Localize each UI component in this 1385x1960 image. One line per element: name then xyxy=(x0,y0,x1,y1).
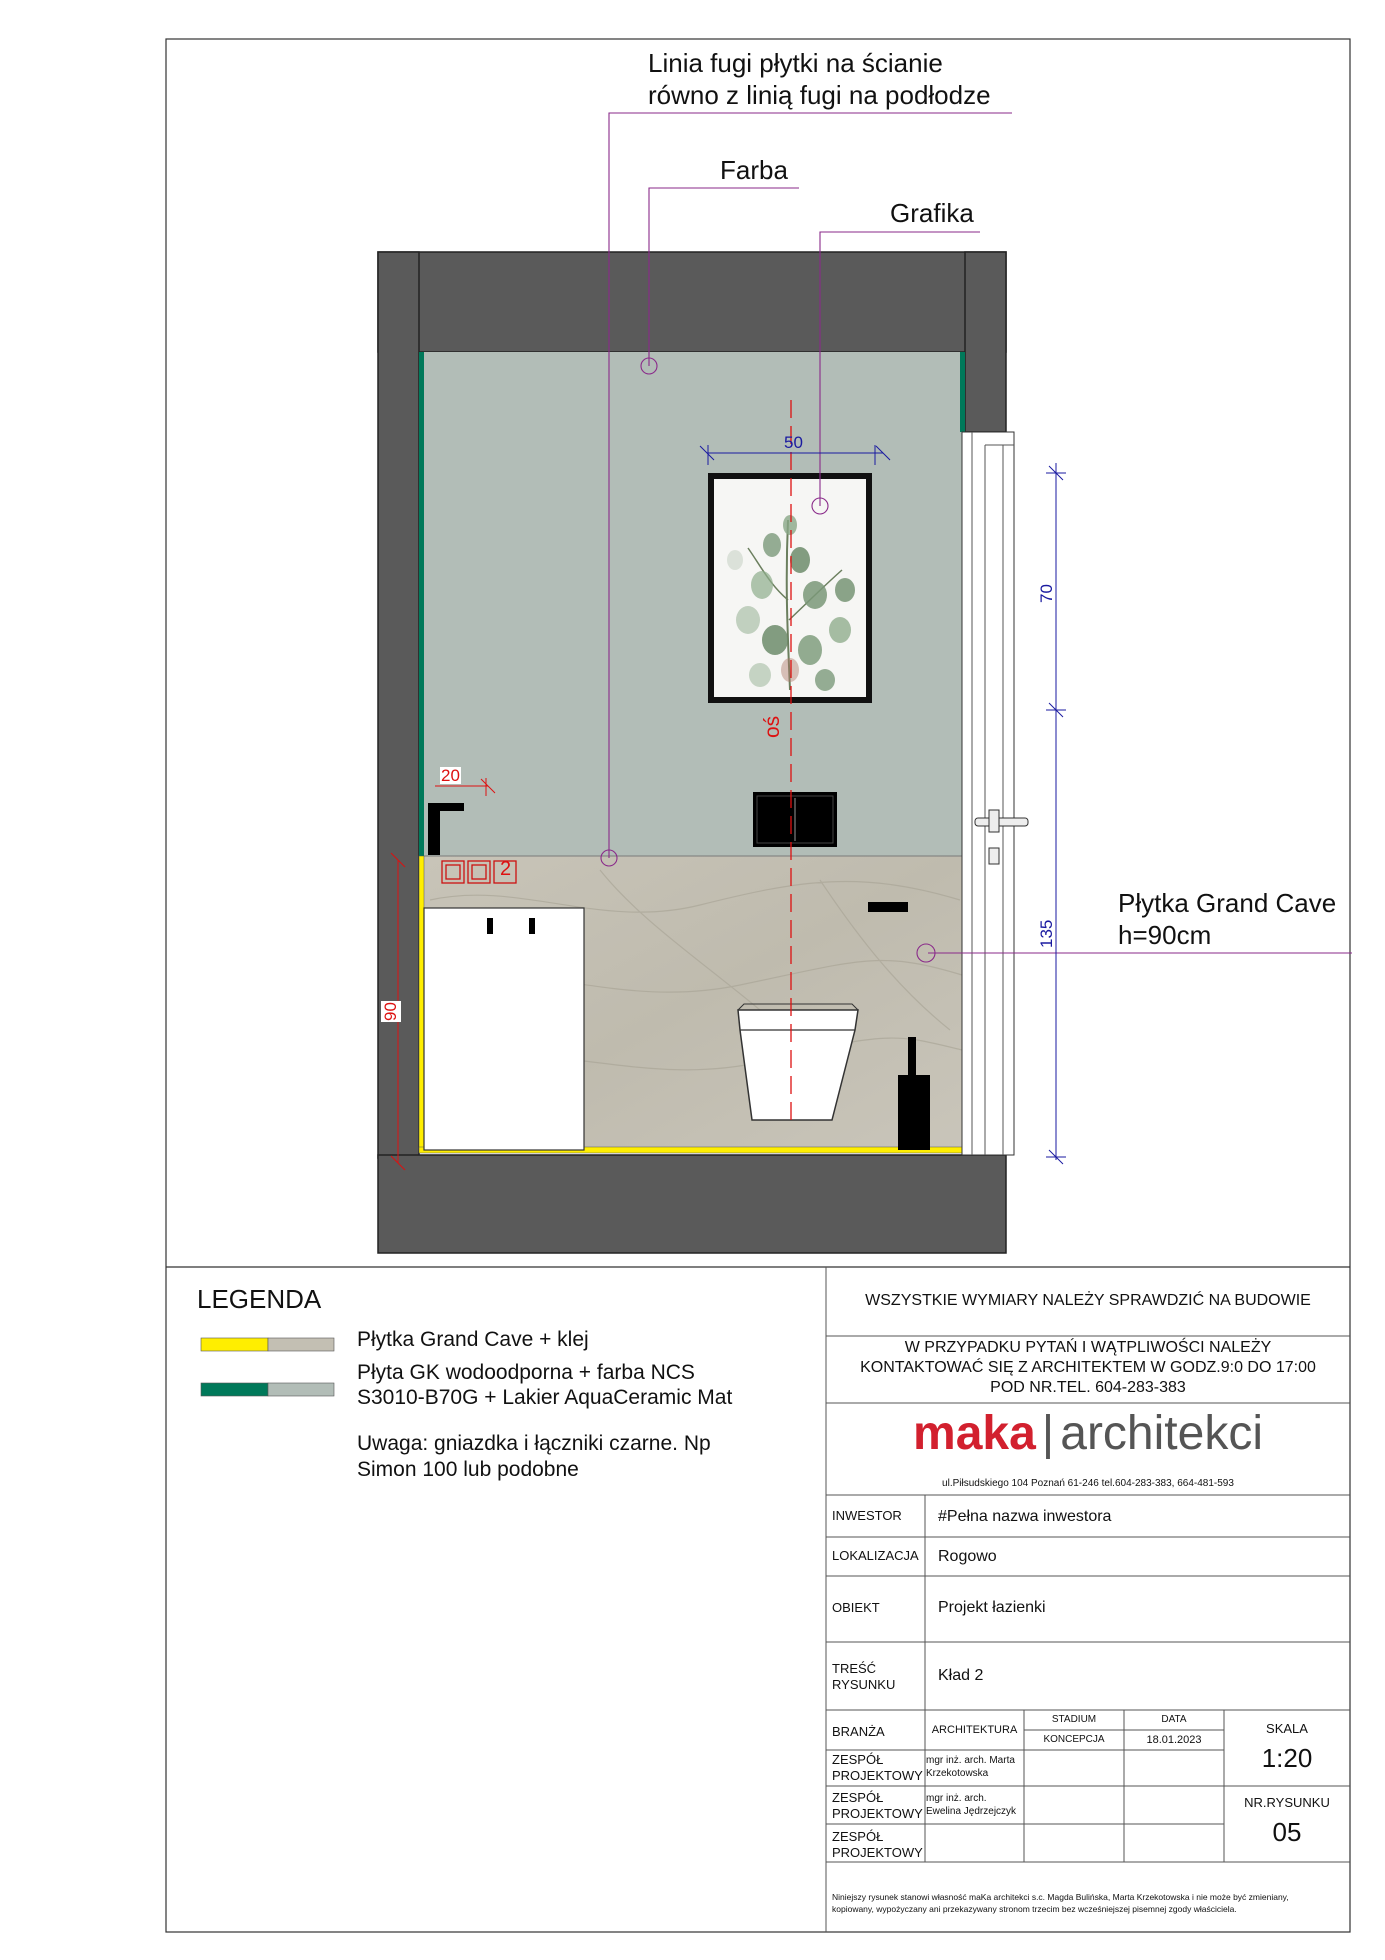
socket-number: 2 xyxy=(500,858,512,880)
designer-1-line-1: mgr inż. arch. Marta xyxy=(926,1755,1015,1766)
company-logo xyxy=(826,1407,1350,1460)
legend-item-gk-1: Płyta GK wodoodporna + farba NCS xyxy=(357,1361,695,1384)
dim-tile-height: 90 xyxy=(381,1002,400,1021)
legend-item-tile: Płytka Grand Cave + klej xyxy=(357,1328,589,1351)
door-handle-base xyxy=(989,810,999,832)
zespol-1-label-b: PROJEKTOWY xyxy=(832,1768,923,1783)
annotation-graphic: Grafika xyxy=(890,198,974,228)
notice-contact-2: KONTAKTOWAĆ SIĘ Z ARCHITEKTEM W GODZ.9:0 DO 17:00 xyxy=(860,1359,1316,1376)
legend-title: LEGENDA xyxy=(197,1284,322,1314)
skala-value: 1:20 xyxy=(1261,1743,1313,1773)
legend-note-1: Uwaga: gniazdka i łączniki czarne. Np xyxy=(357,1432,711,1455)
dim-height-lower: 135 xyxy=(1037,919,1056,948)
dim-offset: 20 xyxy=(441,766,460,785)
legend-swatch-tile xyxy=(201,1338,334,1351)
toilet-brush xyxy=(898,1075,930,1150)
branza-value: ARCHITEKTURA xyxy=(931,1724,1018,1736)
legend-note-2: Simon 100 lub podobne xyxy=(357,1458,579,1481)
paper-holder xyxy=(868,902,908,912)
notice-contact-3: POD NR.TEL. 604-283-383 xyxy=(990,1379,1186,1396)
annotation-grout-line-2: równo z linią fugi na podłodze xyxy=(648,80,991,110)
logo-separator: | xyxy=(1041,1407,1055,1460)
cabinet xyxy=(424,908,584,1150)
painted-wall xyxy=(419,352,965,856)
data-value: 18.01.2023 xyxy=(1146,1734,1202,1746)
obiekt-value: Projekt łazienki xyxy=(938,1599,1046,1616)
notice-contact-1: W PRZYPADKU PYTAŃ I WĄTPLIWOŚCI NALEŻY xyxy=(904,1339,1272,1356)
door-frame xyxy=(962,432,1014,1155)
zespol-2-label-b: PROJEKTOWY xyxy=(832,1806,923,1821)
lokalizacja-value: Rogowo xyxy=(938,1548,997,1565)
dim-graphic-width: 50 xyxy=(784,433,803,452)
toilet-brush-handle xyxy=(908,1037,916,1077)
annotation-tile-2: h=90cm xyxy=(1118,920,1212,950)
zespol-2-label-a: ZESPÓŁ xyxy=(832,1790,884,1805)
logo-brand: maka xyxy=(913,1407,1036,1460)
obiekt-label: OBIEKT xyxy=(832,1600,880,1615)
zespol-1-label-a: ZESPÓŁ xyxy=(832,1752,884,1767)
green-edge-right xyxy=(960,352,965,432)
tresc-label-1: TREŚĆ xyxy=(832,1661,877,1676)
door-handle xyxy=(975,818,1028,826)
nr-rysunku-value: 05 xyxy=(1272,1817,1302,1847)
designer-2-line-1: mgr inż. arch. xyxy=(926,1793,987,1804)
footer-ownership-2: kopiowany, wypożyczany ani przekazywany stronom trzecim bez wcześniejszej pisemnej zgody właściciela. xyxy=(832,1904,1237,1914)
wall-right xyxy=(965,252,1006,432)
branza-label: BRANŻA xyxy=(832,1724,885,1739)
nr-rysunku-label: NR.RYSUNKU xyxy=(1244,1795,1330,1810)
stadium-value: KONCEPCJA xyxy=(1043,1734,1105,1745)
inwestor-value: #Pełna nazwa inwestora xyxy=(938,1508,1112,1525)
company-address: ul.Piłsudskiego 104 Poznań 61-246 tel.604-283-383, 664-481-593 xyxy=(942,1478,1234,1489)
axis-label: oś xyxy=(761,715,784,738)
designer-1-line-2: Krzekotowska xyxy=(926,1768,989,1779)
stadium-label: STADIUM xyxy=(1051,1714,1097,1725)
annotation-paint: Farba xyxy=(720,155,788,185)
wall-top xyxy=(378,252,1006,352)
annotation-grout-line-1: Linia fugi płytki na ścianie xyxy=(648,48,943,78)
door-lock xyxy=(989,848,999,864)
inwestor-label: INWESTOR xyxy=(832,1508,902,1523)
green-edge-left xyxy=(419,352,424,856)
zespol-3-label-b: PROJEKTOWY xyxy=(832,1845,923,1860)
tresc-value: Kład 2 xyxy=(938,1667,984,1684)
footer-ownership-1: Niniejszy rysunek stanowi własność maKa architekci s.c. Magda Bulińska, Marta Krzekotowska i nie może być zmieniany, xyxy=(832,1892,1289,1902)
yellow-edge-left xyxy=(419,856,424,1150)
legend-item-gk-2: S3010-B70G + Lakier AquaCeramic Mat xyxy=(357,1386,733,1409)
lokalizacja-label: LOKALIZACJA xyxy=(832,1548,919,1563)
tresc-label-2: RYSUNKU xyxy=(832,1677,896,1692)
cabinet-handle-left xyxy=(487,918,493,934)
annotation-tile-1: Płytka Grand Cave xyxy=(1118,888,1337,918)
dim-height-upper: 70 xyxy=(1037,584,1056,603)
floor-slab xyxy=(378,1155,1006,1253)
cabinet-handle-right xyxy=(529,918,535,934)
logo-word: architekci xyxy=(1060,1407,1263,1460)
notice-verify-dimensions: WSZYSTKIE WYMIARY NALEŻY SPRAWDZIĆ NA BUDOWIE xyxy=(865,1292,1311,1309)
designer-2-line-2: Ewelina Jędrzejczyk xyxy=(926,1806,1017,1817)
skala-label: SKALA xyxy=(1266,1721,1308,1736)
legend-swatch-gk xyxy=(201,1383,334,1396)
data-label: DATA xyxy=(1161,1714,1187,1725)
zespol-3-label-a: ZESPÓŁ xyxy=(832,1829,884,1844)
